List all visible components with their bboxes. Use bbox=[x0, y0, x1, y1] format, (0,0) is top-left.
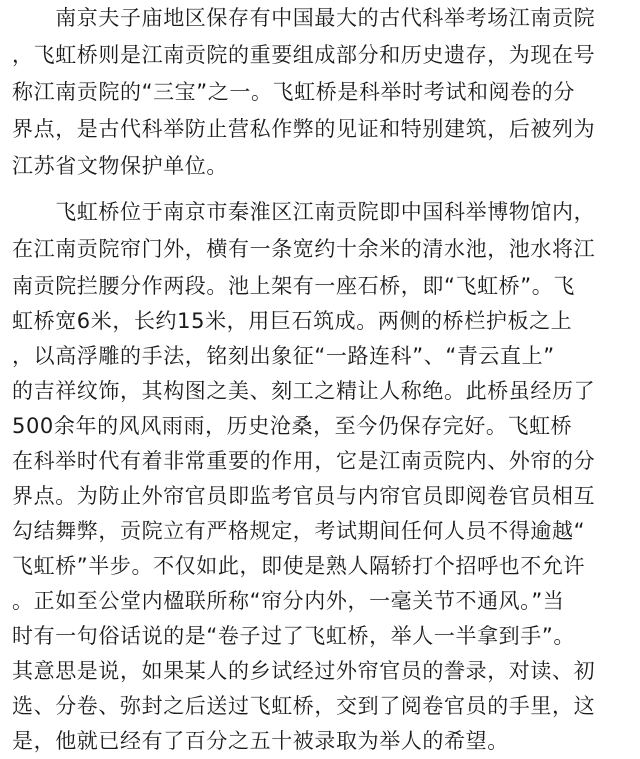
text-line: 江苏省文物保护单位。 bbox=[12, 154, 228, 178]
text-line: 在江南贡院帘门外，横有一条宽约十余米的清水池，池水将江 bbox=[12, 237, 596, 261]
text-line: ，飞虹桥则是江南贡院的重要组成部分和历史遗存，为现在号 bbox=[12, 43, 596, 67]
text-line: 界点，是古代科举防止营私作弊的见证和特别建筑，后被列为 bbox=[12, 117, 596, 141]
text-line: 其意思是说，如果某人的乡试经过外帘官员的誊录，对读、初 bbox=[12, 659, 596, 683]
text-line: 南贡院拦腰分作两段。池上架有一座石桥，即“飞虹桥”。飞 bbox=[12, 274, 575, 298]
text-line: 勾结舞弊，贡院立有严格规定，考试期间任何人员不得逾越“ bbox=[12, 519, 586, 543]
text-line: 在科举时代有着非常重要的作用，它是江南贡院内、外帘的分 bbox=[12, 449, 596, 473]
text-line: 的吉祥纹饰，其构图之美、刻工之精让人称绝。此桥虽经历了 bbox=[12, 379, 596, 403]
text-line: ，以高浮雕的手法，铭刻出象征“一路连科”、“青云直上” bbox=[12, 344, 555, 368]
text-line: 是，他就已经有了百分之五十被录取为举人的希望。 bbox=[12, 729, 509, 753]
text-line: 选、分卷、弥封之后送过飞虹桥，交到了阅卷官员的手里，这 bbox=[12, 694, 596, 718]
text-line: 虹桥宽6米，长约15米，用巨石筑成。两侧的桥栏护板之上 bbox=[12, 309, 573, 333]
text-line: 。正如至公堂内楹联所称“帘分内外，一毫关节不通风。”当 bbox=[12, 589, 565, 613]
text-line: 500余年的风风雨雨，历史沧桑，至今仍保存完好。飞虹桥 bbox=[12, 414, 573, 438]
text-line: 界点。为防止外帘官员即监考官员与内帘官员即阅卷官员相互 bbox=[12, 484, 596, 508]
text-line: 称江南贡院的“三宝”之一。飞虹桥是科举时考试和阅卷的分 bbox=[12, 80, 575, 104]
text-line: 飞虹桥”半步。不仅如此，即使是熟人隔轿打个招呼也不允许 bbox=[12, 554, 586, 578]
text-line: 飞虹桥位于南京市秦淮区江南贡院即中国科举博物馆内， bbox=[12, 200, 596, 224]
text-line: 时有一句俗话说的是“卷子过了飞虹桥，举人一半拿到手”。 bbox=[12, 624, 575, 648]
text-line: 南京夫子庙地区保存有中国最大的古代科举考场江南贡院 bbox=[12, 6, 596, 30]
